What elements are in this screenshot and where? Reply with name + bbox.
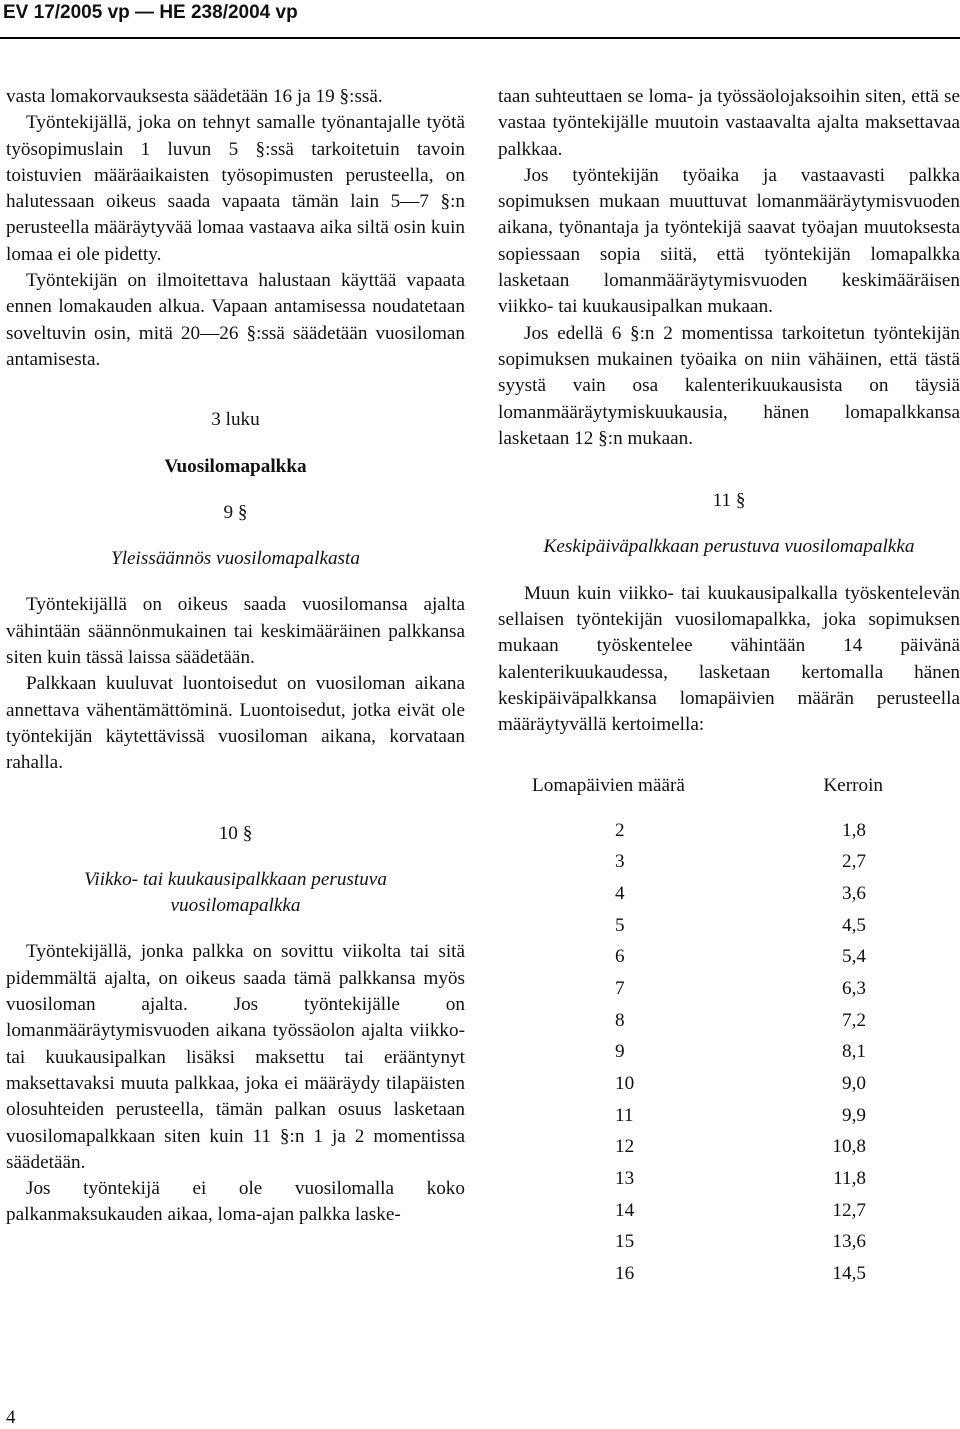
right-column: [498, 84, 960, 1290]
left-column: [6, 84, 465, 1229]
cell-days: 15: [615, 1231, 635, 1253]
table-row: [498, 973, 960, 1005]
cell-coefficient: 12,7: [832, 1199, 866, 1221]
section-9-title: Yleissäännös vuosilomapalkasta: [111, 548, 360, 570]
cell-days: 10: [615, 1073, 635, 1095]
cell-days: 7: [615, 977, 625, 999]
cell-days: 4: [615, 882, 625, 904]
header-rule: [0, 37, 960, 39]
table-row: [498, 1100, 960, 1132]
cell-days: 2: [615, 819, 625, 841]
table-row: [498, 1132, 960, 1164]
table-row: [498, 1163, 960, 1195]
cell-coefficient: 5,4: [842, 946, 866, 968]
cell-coefficient: 2,7: [842, 851, 866, 873]
section-11-paragraph-1: Muun kuin viikko- tai kuukausipalkalla työskentelevän sellaisen työntekijän vuosilomapalkka, joka sopimuksen mukaan työskentelee vähintään 14 päivänä kalenterikuukaudessa, lasketaan kertomalla hänen keskipäiväpalkkansa lomapäivien määrän perusteella määräytyvällä kertoimella:: [498, 582, 960, 736]
chapter-number: 3 luku: [211, 409, 260, 431]
cell-days: 8: [615, 1009, 625, 1031]
cell-days: 11: [615, 1104, 634, 1126]
column-header-days: Lomapäivien määrä: [532, 774, 685, 796]
table-row: [498, 1227, 960, 1259]
cell-days: 9: [615, 1041, 625, 1063]
page-number: 4: [6, 1407, 16, 1428]
right-paragraph-1: taan suhteuttaen se loma- ja työssäolojaksoihin siten, että se vastaa työntekijälle muutoin vastaavalta ajalta maksettavaa palkkaa.: [498, 86, 960, 160]
section-10-number: 10 §: [218, 822, 253, 844]
section-10-paragraph-1: Työntekijällä, jonka palkka on sovittu viikolta tai sitä pidemmältä ajalta, on oikeus saada tämä palkkansa myös vuosiloman ajalta. Jos työntekijälle on lomanmääräytymisvuoden aikana työssäolon ajalta viikko- tai kuukausipalkan lisäksi maksettu tai erääntynyt maksettavaksi muuta palkkaa, joka ei määräydy tilapäisten olosuhteiden perusteella, tämän palkan osuus lasketaan vuosilomapalkkaan siten kuin 11 §:n 1 ja 2 momentissa säädetään.: [6, 941, 465, 1173]
cell-coefficient: 7,2: [842, 1009, 866, 1031]
column-header-coefficient: Kerroin: [823, 774, 883, 796]
cell-days: 3: [615, 851, 625, 873]
cell-coefficient: 8,1: [842, 1041, 866, 1063]
cell-days: 14: [615, 1199, 635, 1221]
cell-coefficient: 3,6: [842, 882, 866, 904]
cell-coefficient: 11,8: [833, 1168, 866, 1190]
right-paragraph-3: Jos edellä 6 §:n 2 momentissa tarkoitetun työntekijän sopimuksen mukainen työaika on niin vähäinen, että tästä syystä vain osa kalenterikuukausista on täysiä lomanmääräytymiskuukausia, hänen lomapalkkansa lasketaan 12 §:n mukaan.: [498, 322, 960, 449]
cell-days: 5: [615, 914, 625, 936]
left-paragraph-3: Työntekijän on ilmoitettava halustaan käyttää vapaata ennen lomakauden alkua. Vapaan antamisessa noudatetaan soveltuvin osin, mitä 20—26 §:ssä säädetään vuosiloman antamisesta.: [6, 270, 465, 370]
table-header-row: [498, 773, 960, 815]
section-9-paragraph-2: Palkkaan kuuluvat luontoisedut on vuosiloman aikana annettava vähentämättöminä. Luontoisedut, jotka eivät ole työntekijän käytettävissä vuosiloman aikana, korvataan rahalla.: [6, 673, 465, 774]
coefficient-table: [498, 773, 960, 1291]
left-paragraph-1: vasta lomakorvauksesta säädetään 16 ja 19 §:ssä.: [6, 86, 383, 107]
right-paragraph-2: Jos työntekijän työaika ja vastaavasti palkka sopimuksen mukaan muuttuvat lomanmääräytymisvuoden aikana, työnantaja ja työntekijä saavat työajan muutoksesta sopiessaan sopia siitä, että työntekijän lomapalkka lasketaan lomanmääräytymisvuoden keskimääräisen viikko- tai kuukausipalkan mukaan.: [498, 164, 960, 318]
table-row: [498, 1195, 960, 1227]
cell-days: 16: [615, 1263, 635, 1285]
cell-coefficient: 14,5: [832, 1263, 866, 1285]
table-row: [498, 1005, 960, 1037]
table-body: [498, 815, 960, 1290]
cell-days: 6: [615, 946, 625, 968]
cell-coefficient: 1,8: [842, 819, 866, 841]
table-row: [498, 942, 960, 974]
section-10-title: Viikko- tai kuukausipalkkaan perustuva vuosilomapalkka: [84, 868, 387, 917]
spacer: [498, 452, 960, 488]
section-11-number: 11 §: [712, 490, 746, 512]
cell-coefficient: 6,3: [842, 977, 866, 999]
section-10-paragraph-2: Jos työntekijä ei ole vuosilomalla koko palkanmaksukauden aikaa, loma-ajan palkka laske-: [6, 1178, 465, 1226]
section-9-number: 9 §: [223, 501, 248, 523]
cell-days: 12: [615, 1136, 635, 1158]
left-paragraph-2: Työntekijällä, joka on tehnyt samalle työnantajalle työtä työsopimuslain 1 luvun 5 §:ssä tarkoitetuin tavoin toistuvien määräaikaisten työsopimusten perusteella, on halutessaan oikeus saada vapaata tämän lain 5—7 §:n perusteella määräytyvää lomaa vastaava aika siltä osin kuin lomaa ei ole pidetty.: [6, 112, 465, 265]
chapter-title: Vuosilomapalkka: [164, 455, 307, 477]
cell-coefficient: 13,6: [832, 1231, 866, 1253]
section-9-paragraph-1: Työntekijällä on oikeus saada vuosilomansa ajalta vähintään säännönmukainen tai keskimääräinen palkkansa siten kuin tässä laissa säädetään.: [6, 594, 465, 669]
table-row: [498, 1037, 960, 1069]
table-row: [498, 847, 960, 879]
table-row: [498, 1258, 960, 1290]
table-row: [498, 1068, 960, 1100]
running-header: EV 17/2005 vp — HE 238/2004 vp: [3, 2, 298, 23]
cell-coefficient: 10,8: [832, 1136, 866, 1158]
cell-days: 13: [615, 1168, 635, 1190]
cell-coefficient: 9,9: [842, 1104, 866, 1126]
cell-coefficient: 4,5: [842, 914, 866, 936]
cell-coefficient: 9,0: [842, 1073, 866, 1095]
section-11-title: Keskipäiväpalkkaan perustuva vuosilomapalkka: [543, 536, 915, 558]
table-row: [498, 815, 960, 847]
spacer: [6, 777, 465, 821]
table-row: [498, 878, 960, 910]
table-row: [498, 910, 960, 942]
